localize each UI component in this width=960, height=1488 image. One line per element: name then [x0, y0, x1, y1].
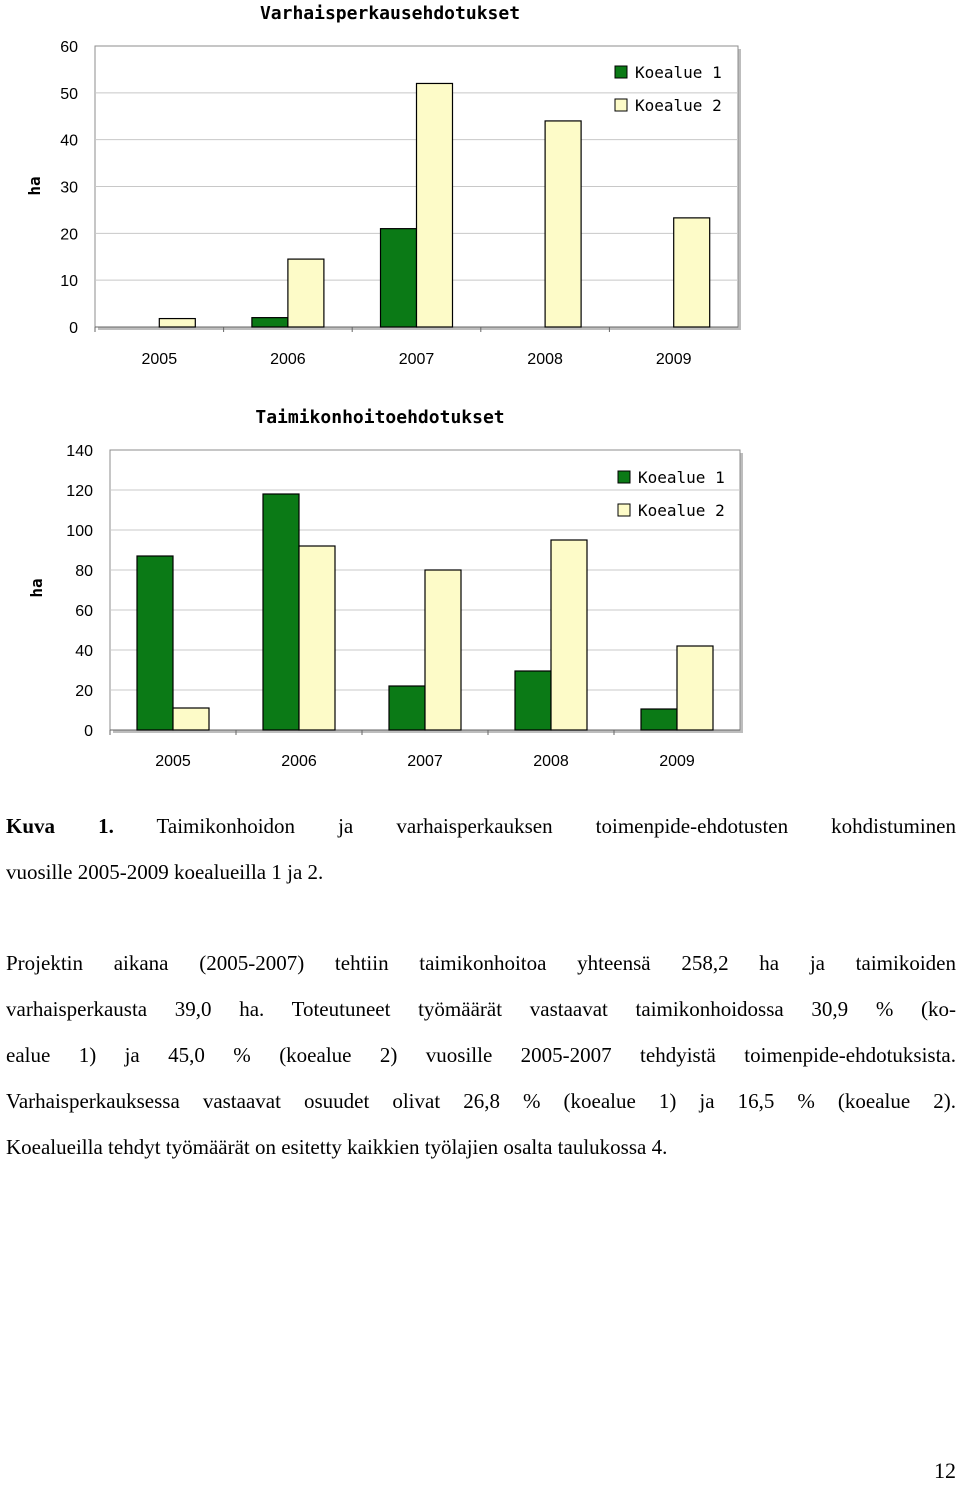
y-tick-label: 40: [60, 132, 78, 150]
y-tick-label: 60: [75, 603, 93, 620]
body-line: ealue 1) ja 45,0 % (koealue 2) vuosille 2005-2007 tehdyistä toimenpide-ehdotuksista.: [6, 1043, 956, 1067]
bar-koealue-1-2008: [515, 671, 551, 730]
caption-line-2: vuosille 2005-2009 koealueilla 1 ja 2.: [6, 860, 324, 884]
caption-text-1: Taimikonhoidon ja varhaisperkauksen toimenpide-ehdotusten kohdistuminen: [156, 814, 956, 838]
chart-varhaisperkaus: [0, 0, 960, 380]
y-axis-label: ha: [25, 176, 44, 196]
bar-koealue-2-2005: [159, 319, 195, 327]
x-tick-label: 2006: [270, 351, 306, 368]
y-tick-label: 0: [84, 723, 93, 740]
bar-koealue-1-2006: [252, 318, 288, 327]
caption-label: Kuva 1.: [6, 814, 114, 838]
x-tick-label: 2009: [659, 753, 695, 770]
chart-taimikonhoito-svg: [0, 400, 960, 785]
chart-title: Taimikonhoitoehdotukset: [255, 407, 505, 428]
body-line: Koealueilla tehdyt työmäärät on esitetty kaikkien työlajien osalta taulukossa 4.: [6, 1135, 668, 1159]
bar-koealue-2-2006: [288, 259, 324, 327]
x-tick-label: 2008: [533, 753, 569, 770]
legend-swatch: [615, 66, 627, 78]
y-tick-label: 80: [75, 563, 93, 580]
y-tick-label: 20: [60, 226, 78, 244]
chart-title: Varhaisperkausehdotukset: [259, 3, 521, 24]
chart-varhaisperkaus-svg: [0, 0, 960, 380]
x-tick-label: 2009: [655, 351, 692, 368]
legend-swatch: [618, 471, 630, 483]
y-tick-label: 0: [69, 320, 78, 337]
y-tick-label: 40: [75, 643, 93, 660]
y-tick-label: 30: [60, 179, 78, 197]
body-line: Varhaisperkauksessa vastaavat osuudet olivat 26,8 % (koealue 1) ja 16,5 % (koealue 2).: [6, 1089, 956, 1113]
legend-label: Koealue 2: [638, 501, 725, 520]
bar-koealue-2-2008: [551, 540, 587, 730]
legend-label: Koealue 1: [638, 468, 725, 487]
x-tick-label: 2006: [281, 753, 317, 770]
bar-koealue-2-2009: [677, 646, 713, 730]
legend-swatch: [618, 504, 630, 516]
legend-label: Koealue 2: [635, 96, 722, 115]
bar-koealue-1-2006: [263, 494, 299, 730]
y-tick-label: 100: [66, 523, 93, 540]
y-axis-label: ha: [27, 578, 46, 598]
bar-koealue-1-2009: [641, 709, 677, 730]
body-line: varhaisperkausta 39,0 ha. Toteutuneet työmäärät vastaavat taimikonhoidossa 30,9 % (ko-: [6, 997, 956, 1021]
bar-koealue-2-2007: [425, 570, 461, 730]
bar-koealue-2-2006: [299, 546, 335, 730]
x-tick-label: 2007: [407, 753, 443, 770]
bar-koealue-1-2007: [381, 229, 417, 327]
page-number: 12: [934, 1458, 956, 1483]
bar-koealue-2-2009: [674, 218, 710, 327]
y-tick-label: 20: [75, 683, 93, 700]
x-tick-label: 2005: [141, 351, 178, 368]
figure-caption: [6, 803, 956, 895]
x-tick-label: 2007: [398, 351, 435, 368]
x-tick-label: 2005: [155, 753, 191, 770]
y-tick-label: 60: [60, 39, 78, 56]
legend-label: Koealue 1: [635, 63, 722, 82]
y-tick-label: 140: [66, 443, 93, 460]
bar-koealue-2-2008: [545, 121, 581, 327]
bar-koealue-2-2005: [173, 708, 209, 730]
y-tick-label: 120: [66, 483, 93, 500]
legend-swatch: [615, 99, 627, 111]
body-line: Projektin aikana (2005-2007) tehtiin taimikonhoitoa yhteensä 258,2 ha ja taimikoiden: [6, 951, 956, 975]
bar-koealue-1-2007: [389, 686, 425, 730]
x-tick-label: 2008: [527, 351, 563, 368]
chart-taimikonhoito: [0, 400, 960, 785]
bar-koealue-2-2007: [417, 83, 453, 327]
y-tick-label: 50: [60, 85, 78, 103]
y-tick-label: 10: [60, 273, 78, 291]
bar-koealue-1-2005: [137, 556, 173, 730]
caption-line-1: [6, 803, 956, 849]
body-paragraph: [6, 940, 956, 1170]
